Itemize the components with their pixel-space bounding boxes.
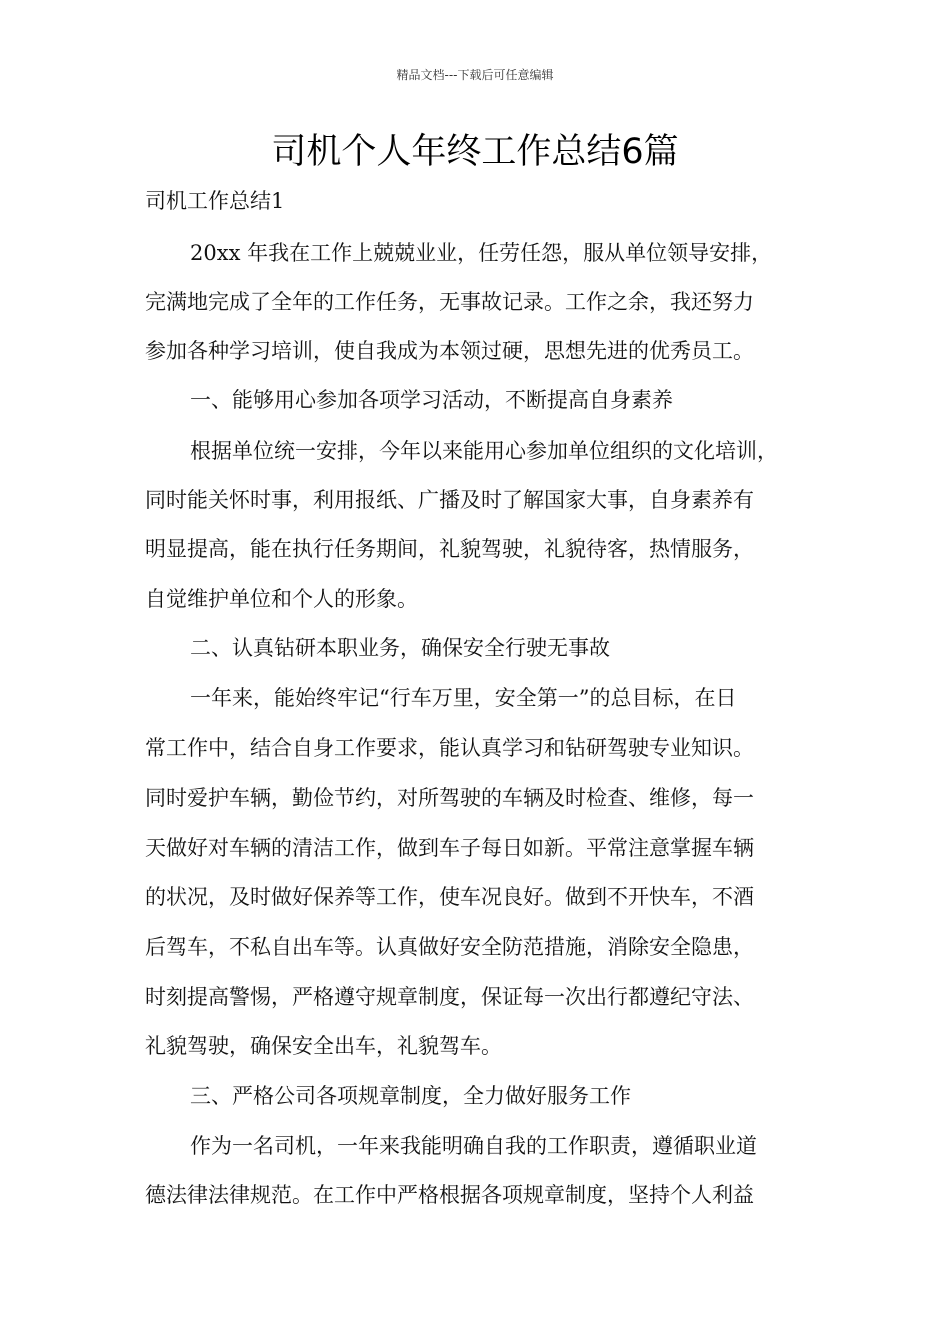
paragraph-line: 后驾车，不私自出车等。认真做好安全防范措施，消除安全隐患， (145, 935, 754, 959)
subsection-heading: 二、认真钻研本职业务，确保安全行驶无事故 (190, 636, 610, 660)
section-heading: 司机工作总结1 (145, 189, 285, 213)
paragraph-line: 完满地完成了全年的工作任务，无事故记录。工作之余，我还努力 (145, 290, 754, 314)
paragraph-line: 的状况，及时做好保养等工作，使车况良好。做到不开快车，不酒 (145, 885, 754, 909)
paragraph-line: 根据单位统一安排，今年以来能用心参加单位组织的文化培训， (190, 439, 778, 463)
paragraph-line: 时刻提高警惕，严格遵守规章制度，保证每一次出行都遵纪守法、 (145, 985, 754, 1009)
paragraph-line: 同时爱护车辆，勤俭节约，对所驾驶的车辆及时检查、维修，每一 (145, 786, 754, 810)
paragraph-line: 天做好对车辆的清洁工作，做到车子每日如新。平常注意掌握车辆 (145, 836, 754, 860)
paragraph-line: 作为一名司机，一年来我能明确自我的工作职责，遵循职业道 (190, 1134, 757, 1158)
subsection-heading: 三、严格公司各项规章制度，全力做好服务工作 (190, 1084, 631, 1108)
paragraph-line: 礼貌驾驶，确保安全出车，礼貌驾车。 (145, 1034, 502, 1058)
paragraph-line: 德法律法律规范。在工作中严格根据各项规章制度，坚持个人利益 (145, 1183, 754, 1207)
document-title: 司机个人年终工作总结6篇 (271, 132, 679, 172)
paragraph-line: 同时能关怀时事，利用报纸、广播及时了解国家大事，自身素养有 (145, 488, 754, 512)
paragraph-line: 自觉维护单位和个人的形象。 (145, 587, 418, 611)
paragraph-line: 20xx 年我在工作上兢兢业业，任劳任怨，服从单位领导安排， (190, 241, 773, 265)
subsection-heading: 一、能够用心参加各项学习活动，不断提高自身素养 (190, 388, 673, 412)
document-header-note: 精品文档---下载后可任意编辑 (396, 68, 554, 82)
paragraph-line: 明显提高，能在执行任务期间，礼貌驾驶，礼貌待客，热情服务， (145, 537, 754, 561)
paragraph-line: 参加各种学习培训，使自我成为本领过硬，思想先进的优秀员工。 (145, 339, 754, 363)
paragraph-line: 一年来，能始终牢记“行车万里，安全第一”的总目标，在日 (190, 686, 737, 710)
paragraph-line: 常工作中，结合自身工作要求，能认真学习和钻研驾驶专业知识。 (145, 736, 754, 760)
